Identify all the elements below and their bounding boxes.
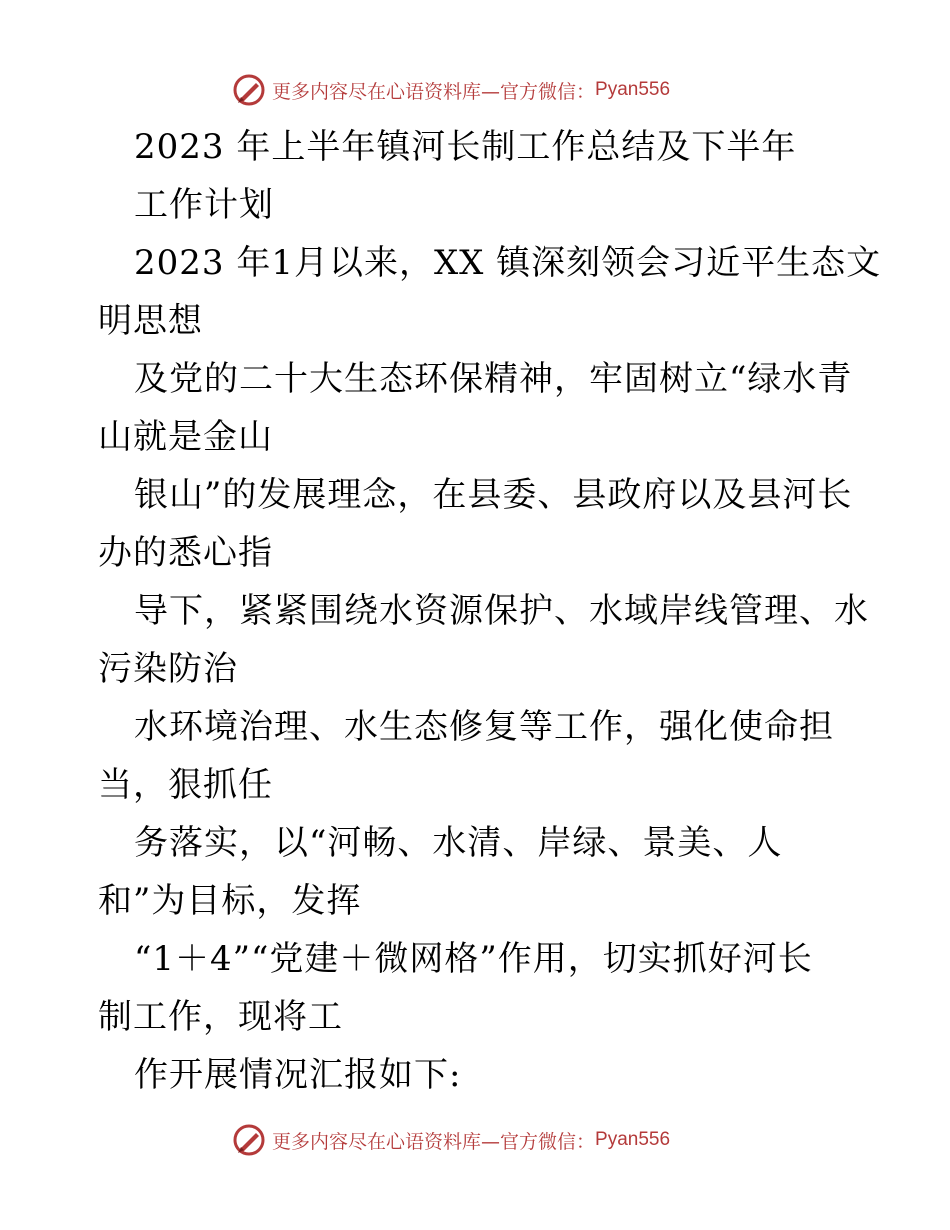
pen-logo-icon [232, 73, 266, 107]
watermark-footer [232, 1120, 670, 1160]
paragraph-line: 制工作，现将工 [98, 997, 343, 1037]
paragraph-line: 2023 年1月以来，XX 镇深刻领会习近平生态文 [134, 243, 882, 283]
paragraph-line: 银山”的发展理念，在县委、县政府以及县河长 [134, 475, 853, 515]
paragraph-line: 和”为目标，发挥 [98, 881, 362, 921]
paragraph-line: 明思想 [98, 301, 203, 341]
paragraph-line: 导下，紧紧围绕水资源保护、水域岸线管理、水 [134, 591, 869, 631]
watermark-code: Pyan556 [595, 1129, 671, 1150]
document-title-line-1: 2023 年上半年镇河长制工作总结及下半年 [134, 127, 797, 167]
paragraph-line: “1＋4”“党建＋微网格”作用，切实抓好河长 [134, 939, 813, 979]
paragraph-line: 当，狠抓任 [98, 765, 273, 805]
document-title-line-2: 工作计划 [134, 185, 274, 225]
watermark-text: 更多内容尽在心语资料库—官方微信： [272, 80, 596, 103]
paragraph-line: 办的悉心指 [98, 533, 273, 573]
paragraph-line: 水环境治理、水生态修复等工作，强化使命担 [134, 707, 834, 747]
watermark-header [232, 70, 670, 110]
pen-logo-icon [232, 1123, 266, 1157]
watermark-code: Pyan556 [595, 79, 671, 100]
watermark-text: 更多内容尽在心语资料库—官方微信： [272, 1130, 596, 1153]
paragraph-line: 务落实，以“河畅、水清、岸绿、景美、人 [134, 823, 783, 863]
paragraph-line: 污染防治 [98, 649, 238, 689]
paragraph-line: 作开展情况汇报如下: [134, 1055, 462, 1095]
paragraph-line: 山就是金山 [98, 417, 273, 457]
paragraph-line: 及党的二十大生态环保精神，牢固树立“绿水青 [134, 359, 853, 399]
